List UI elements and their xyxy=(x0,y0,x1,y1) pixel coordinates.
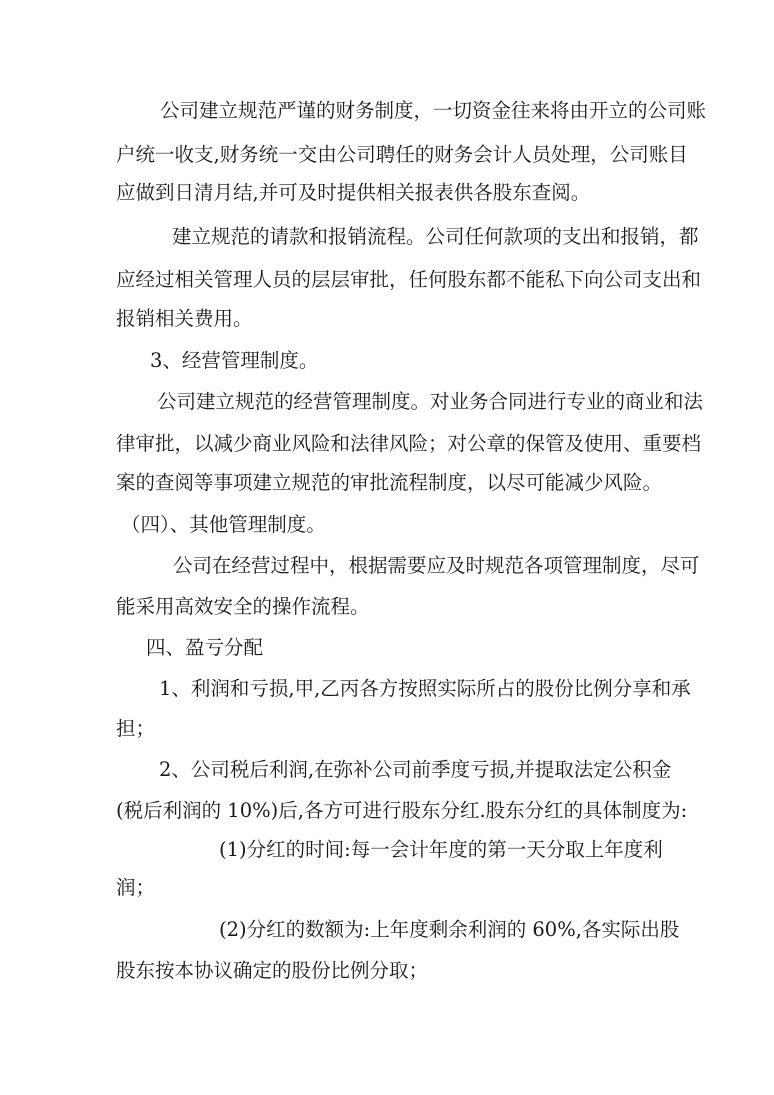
paragraph-2-line-3: 报销相关费用。 xyxy=(116,307,253,330)
paragraph-11-line-2: 股东按本协议确定的股份比例分取； xyxy=(116,959,429,982)
paragraph-11-line-1: (2)分红的数额为:上年度剩余利润的 60%,各实际出股 xyxy=(219,918,680,941)
section-heading-3: 3、经营管理制度。 xyxy=(150,349,319,372)
paragraph-6-line-1: 公司在经营过程中，根据需要应及时规范各项管理制度，尽可 xyxy=(173,554,700,577)
paragraph-4-line-2: 律审批，以减少商业风险和法律风险；对公章的保管及使用、重要档 xyxy=(116,432,702,455)
paragraph-2-line-1: 建立规范的请款和报销流程。公司任何款项的支出和报销，都 xyxy=(172,225,699,248)
paragraph-8-line-2: 担； xyxy=(116,717,156,740)
paragraph-6-line-2: 能采用高效安全的操作流程。 xyxy=(116,595,370,618)
section-heading-profit-loss: 四、盈亏分配 xyxy=(146,636,264,659)
paragraph-9-line-1: 2、公司税后利润,在弥补公司前季度亏损,并提取法定公积金 xyxy=(159,758,672,781)
paragraph-10-line-1: (1)分红的时间:每一会计年度的第一天分取上年度利 xyxy=(219,838,663,861)
paragraph-1-line-2: 户统一收支,财务统一交由公司聘任的财务会计人员处理，公司账目 xyxy=(116,143,688,166)
paragraph-9-line-2: (税后利润的 10%)后,各方可进行股东分红.股东分红的具体制度为: xyxy=(116,799,688,822)
paragraph-8-line-1: 1、利润和亏损,甲,乙丙各方按照实际所占的股份比例分享和承 xyxy=(159,677,691,700)
paragraph-4-line-1: 公司建立规范的经营管理制度。对业务合同进行专业的商业和法 xyxy=(157,390,704,413)
paragraph-1-line-1: 公司建立规范严谨的财务制度，一切资金往来将由开立的公司账 xyxy=(160,99,707,122)
section-heading-other: （四）、其他管理制度。 xyxy=(121,513,326,536)
paragraph-2-line-2: 应经过相关管理人员的层层审批，任何股东都不能私下向公司支出和 xyxy=(116,268,702,291)
paragraph-10-line-2: 润； xyxy=(116,876,156,899)
paragraph-1-line-3: 应做到日清月结,并可及时提供相关报表供各股东查阅。 xyxy=(116,181,591,204)
paragraph-4-line-3: 案的查阅等事项建立规范的审批流程制度，以尽可能减少风险。 xyxy=(116,471,663,494)
